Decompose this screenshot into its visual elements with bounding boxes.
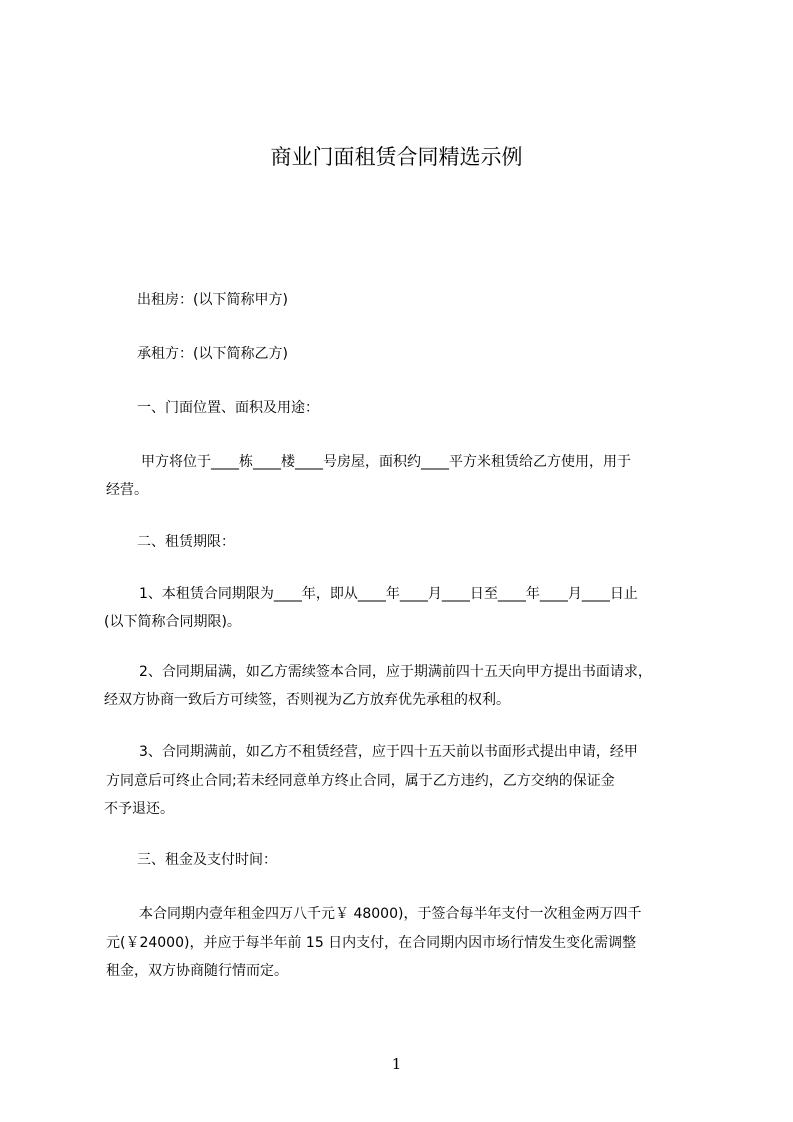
document-title: 商业门面租赁合同精选示例	[270, 145, 523, 169]
lessor-line: 出租房：(以下简称甲方)	[137, 292, 288, 308]
section2-item3-line-3: 不予退还。	[104, 801, 174, 817]
section1-heading: 一、门面位置、面积及用途：	[137, 400, 319, 416]
section2-item3-line-2: 方同意后可终止合同;若未经同意单方终止合同，属于乙方违约，乙方交纳的保证金	[106, 773, 615, 789]
section3-line-3: 租金，双方协商随行情而定。	[106, 963, 288, 979]
section2-item3-line-1: 3、合同期满前，如乙方不租赁经营，应于四十五天前以书面形式提出申请，经甲	[139, 744, 638, 760]
section2-item2-line-1: 2、合同期届满，如乙方需续签本合同，应于期满前四十五天向甲方提出书面请求，	[139, 664, 652, 680]
section2-item1-line-1: 1、本租赁合同期限为____年，即从____年____月____日至____年____月____日止	[139, 586, 638, 602]
section3-line-1: 本合同期内壹年租金四万八千元￥ 48000)，于签合每半年支付一次租金两万四千	[139, 906, 642, 922]
section3-line-2: 元(￥24000)，并应于每半年前 15 日内支付，在合同期内因市场行情发生变化需调整	[106, 935, 637, 951]
lessee-line: 承租方：(以下简称乙方)	[137, 346, 288, 362]
section2-item2-line-2: 经双方协商一致后方可续签，否则视为乙方放弃优先承租的权利。	[104, 692, 510, 708]
section2-heading: 二、租赁期限：	[137, 534, 235, 550]
section2-item1-line-2: (以下简称合同期限)。	[104, 614, 241, 630]
section3-heading: 三、租金及支付时间：	[137, 852, 277, 868]
section1-line-1: 甲方将位于____栋____楼____号房屋，面积约____平方米租赁给乙方使用，用于	[141, 454, 631, 470]
section1-line-2: 经营。	[106, 482, 148, 498]
page-number: 1	[391, 1055, 402, 1073]
